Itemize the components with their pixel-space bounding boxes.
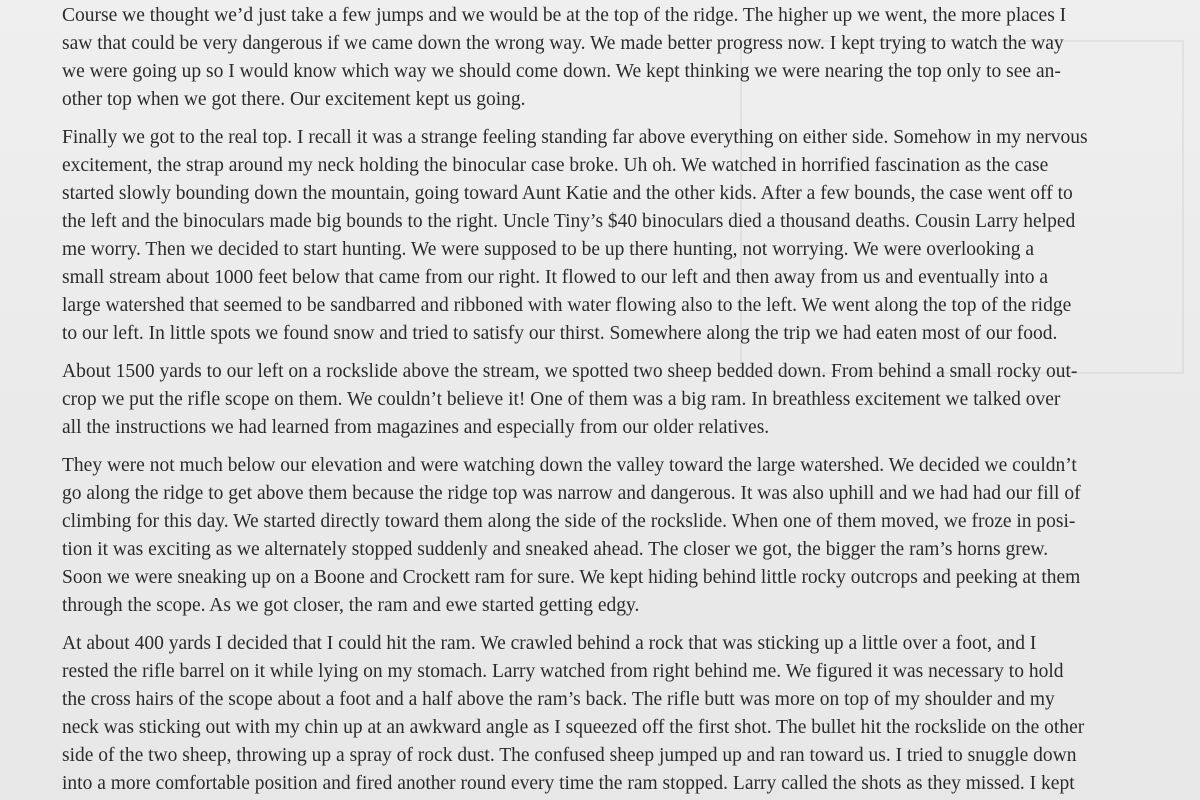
paragraph-5 [62,630,1182,798]
text-line: climbing for this day. We started directly toward them along the side of the rockslide. When one of them moved, we froze in posi- [62,511,1076,532]
text-line: Finally we got to the real top. I recall it was a strange feeling standing far above everything on either side. Somehow in my nervous [62,127,1088,148]
text-line: excitement, the strap around my neck holding the binocular case broke. Uh oh. We watched in horrified fascination as the case [62,155,1049,176]
paragraph-4 [62,452,1182,620]
paragraph-1 [62,2,1182,114]
paragraph-2 [62,124,1182,348]
text-line: through the scope. As we got closer, the ram and ewe started getting edgy. [62,595,640,616]
text-line: started slowly bounding down the mountain, going toward Aunt Katie and the other kids. After a few bounds, the case went off to [62,183,1073,204]
text-line: to our left. In little spots we found snow and tried to satisfy our thirst. Somewhere along the trip we had eaten most of our food. [62,323,1058,344]
text-line: Course we thought we’d just take a few jumps and we would be at the top of the ridge. The higher up we went, the more places I [62,5,1067,26]
text-line: rested the rifle barrel on it while lying on my stomach. Larry watched from right behind me. We figured it was necessary to hold [62,661,1064,682]
text-line: the cross hairs of the scope about a foot and a half above the ram’s back. The rifle butt was more on top of my shoulder and my [62,689,1055,710]
text-line: large watershed that seemed to be sandbarred and ribboned with water flowing also to the left. We went along the top of the ridge [62,295,1072,316]
text-line: all the instructions we had learned from magazines and especially from our older relatives. [62,417,770,438]
text-line: At about 400 yards I decided that I could hit the ram. We crawled behind a rock that was sticking up a little over a foot, and I [62,633,1037,654]
text-line: me worry. Then we decided to start hunting. We were supposed to be up there hunting, not worrying. We were overlooking a [62,239,1034,260]
paragraph-3 [62,358,1182,442]
text-line: About 1500 yards to our left on a rockslide above the stream, we spotted two sheep bedded down. From behind a small rocky out- [62,361,1078,382]
text-line: we were going up so I would know which way we should come down. We kept thinking we were nearing the top only to see an- [62,61,1061,82]
text-line: small stream about 1000 feet below that came from our right. It flowed to our left and then away from us and eventually into a [62,267,1049,288]
text-line: the left and the binoculars made big bounds to the right. Uncle Tiny’s $40 binoculars died a thousand deaths. Cousin Larry helped [62,211,1076,232]
text-line: into a more comfortable position and fired another round every time the ram stopped. Larry called the shots as they missed. I kept [62,773,1075,794]
text-line: Soon we were sneaking up on a Boone and Crockett ram for sure. We kept hiding behind little rocky outcrops and peeking at them [62,567,1081,588]
text-line: saw that could be very dangerous if we came down the wrong way. We made better progress now. I kept trying to watch the way [62,33,1064,54]
body-text [62,2,1182,800]
text-line: crop we put the rifle scope on them. We couldn’t believe it! One of them was a big ram. In breathless excitement we talked over [62,389,1061,410]
text-line: go along the ridge to get above them because the ridge top was narrow and dangerous. It was also uphill and we had had our fill of [62,483,1081,504]
text-line: neck was sticking out with my chin up at an awkward angle as I squeezed off the first shot. The bullet hit the rockslide on the other [62,717,1085,738]
text-line: other top when we got there. Our excitement kept us going. [62,89,526,110]
text-line: They were not much below our elevation and were watching down the valley toward the large watershed. We decided we couldn’t [62,455,1077,476]
text-line: tion it was exciting as we alternately stopped suddenly and sneaked ahead. The closer we got, the bigger the ram’s horns grew. [62,539,1049,560]
text-line: side of the two sheep, throwing up a spray of rock dust. The confused sheep jumped up and ran toward us. I tried to snuggle down [62,745,1077,766]
